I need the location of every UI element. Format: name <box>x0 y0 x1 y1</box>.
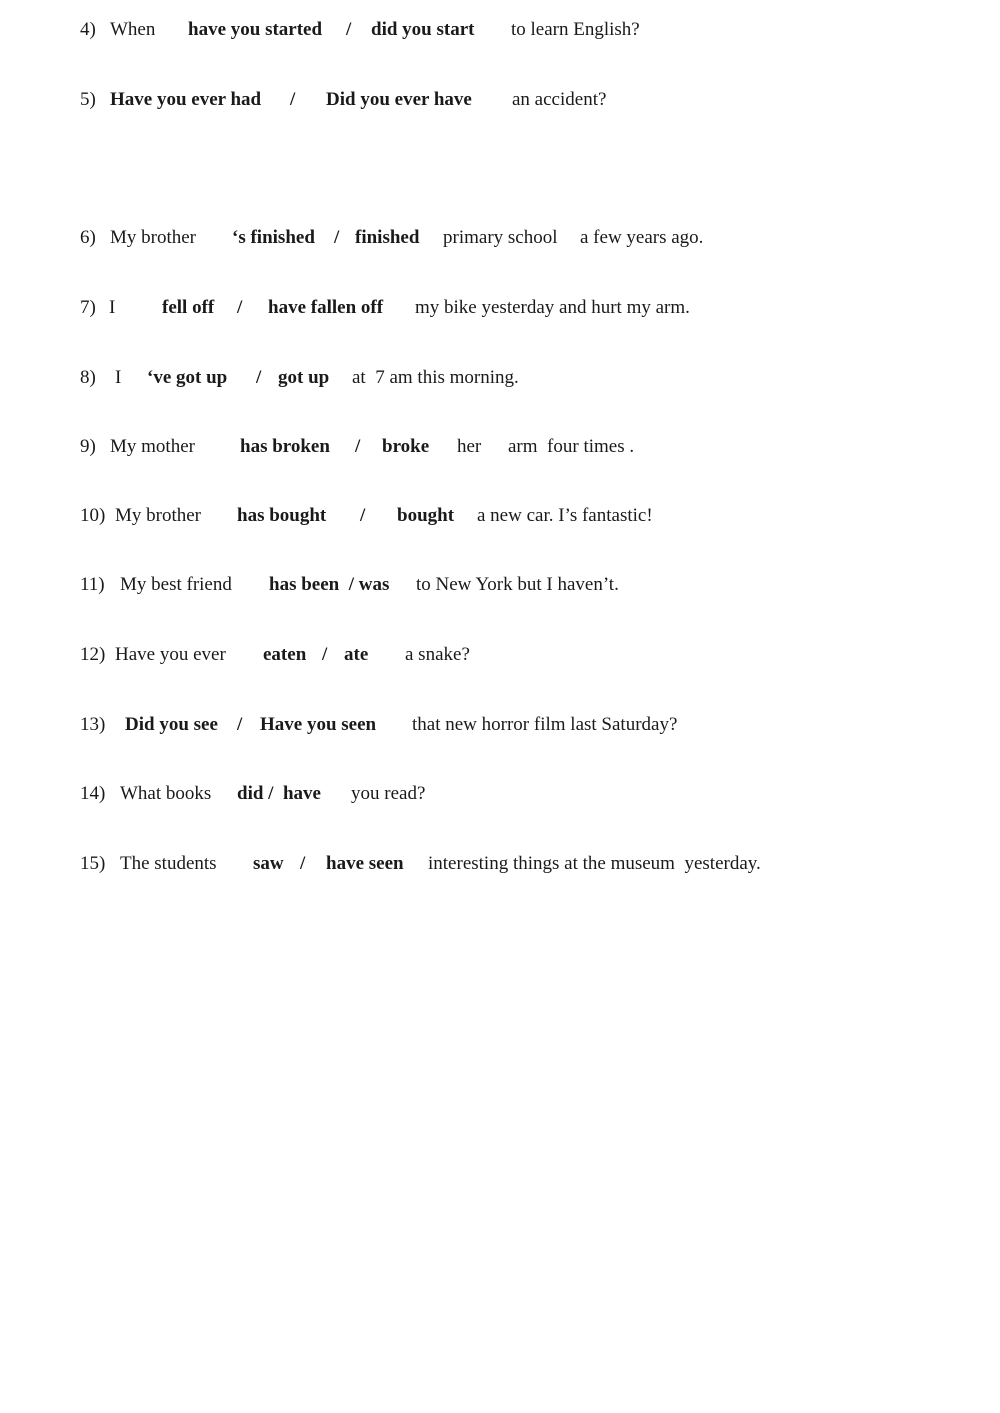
option-a[interactable]: Did you see <box>125 714 218 735</box>
question-14 <box>0 779 1000 809</box>
question-number: 15) <box>80 853 106 874</box>
option-separator: / <box>346 19 352 40</box>
option-b[interactable]: broke <box>382 436 430 457</box>
question-number: 5) <box>80 89 96 110</box>
question-5 <box>0 85 1000 115</box>
question-number: 10) <box>80 505 106 526</box>
option-a[interactable]: eaten <box>263 644 307 665</box>
sentence-text: I <box>115 367 122 388</box>
question-12 <box>0 640 1000 670</box>
option-b[interactable]: have seen <box>326 853 404 874</box>
sentence-text: arm four times . <box>508 436 635 457</box>
option-separator: / <box>256 367 262 388</box>
option-choice[interactable]: did / have <box>237 783 321 804</box>
sentence-text: at 7 am this morning. <box>352 367 519 388</box>
option-separator: / <box>237 297 243 318</box>
question-number: 13) <box>80 714 106 735</box>
sentence-text: to New York but I haven’t. <box>416 574 619 595</box>
question-number: 14) <box>80 783 106 804</box>
option-separator: / <box>334 227 340 248</box>
option-a[interactable]: has bought <box>237 505 327 526</box>
question-9 <box>0 432 1000 462</box>
sentence-text: you read? <box>351 783 426 804</box>
question-4 <box>0 15 1000 45</box>
sentence-text: My mother <box>110 436 195 457</box>
sentence-text: My best friend <box>120 574 232 595</box>
sentence-text: When <box>110 19 156 40</box>
option-b[interactable]: Did you ever have <box>326 89 472 110</box>
option-separator: / <box>290 89 296 110</box>
sentence-text: my bike yesterday and hurt my arm. <box>415 297 690 318</box>
option-b[interactable]: have fallen off <box>268 297 384 318</box>
sentence-text: to learn English? <box>511 19 640 40</box>
sentence-text: interesting things at the museum yesterday. <box>428 853 761 874</box>
question-11 <box>0 570 1000 600</box>
question-number: 7) <box>80 297 96 318</box>
question-15 <box>0 849 1000 879</box>
question-number: 11) <box>80 574 105 595</box>
option-a[interactable]: saw <box>253 853 284 874</box>
option-b[interactable]: finished <box>355 227 420 248</box>
option-a[interactable]: ‘ve got up <box>147 367 228 388</box>
option-b[interactable]: Have you seen <box>260 714 377 735</box>
sentence-text: Have you ever <box>115 644 226 665</box>
sentence-text: a snake? <box>405 644 470 665</box>
option-a[interactable]: have you started <box>188 19 323 40</box>
sentence-text: her <box>457 436 482 457</box>
option-a[interactable]: fell off <box>162 297 215 318</box>
question-number: 6) <box>80 227 96 248</box>
sentence-text: My brother <box>110 227 197 248</box>
option-b[interactable]: did you start <box>371 19 475 40</box>
option-separator: / <box>300 853 306 874</box>
sentence-text: an accident? <box>512 89 607 110</box>
option-b[interactable]: ate <box>344 644 369 665</box>
sentence-text: I <box>109 297 116 318</box>
option-separator: / <box>237 714 243 735</box>
sentence-text: that new horror film last Saturday? <box>412 714 678 735</box>
option-b[interactable]: bought <box>397 505 455 526</box>
question-8 <box>0 363 1000 393</box>
question-7 <box>0 293 1000 323</box>
sentence-text: a new car. I’s fantastic! <box>477 505 653 526</box>
question-6 <box>0 223 1000 253</box>
sentence-text: My brother <box>115 505 202 526</box>
option-separator: / <box>322 644 328 665</box>
option-separator: / <box>360 505 366 526</box>
sentence-text: primary school <box>443 227 558 248</box>
option-b[interactable]: got up <box>278 367 330 388</box>
question-number: 4) <box>80 19 96 40</box>
question-number: 12) <box>80 644 106 665</box>
option-a[interactable]: Have you ever had <box>110 89 262 110</box>
option-a[interactable]: ‘s finished <box>232 227 315 248</box>
question-number: 8) <box>80 367 96 388</box>
question-10 <box>0 501 1000 531</box>
question-13 <box>0 710 1000 740</box>
sentence-text: What books <box>120 783 212 804</box>
question-number: 9) <box>80 436 96 457</box>
sentence-text: a few years ago. <box>580 227 704 248</box>
option-choice[interactable]: has been / was <box>269 574 390 595</box>
sentence-text: The students <box>120 853 217 874</box>
option-a[interactable]: has broken <box>240 436 330 457</box>
option-separator: / <box>355 436 361 457</box>
